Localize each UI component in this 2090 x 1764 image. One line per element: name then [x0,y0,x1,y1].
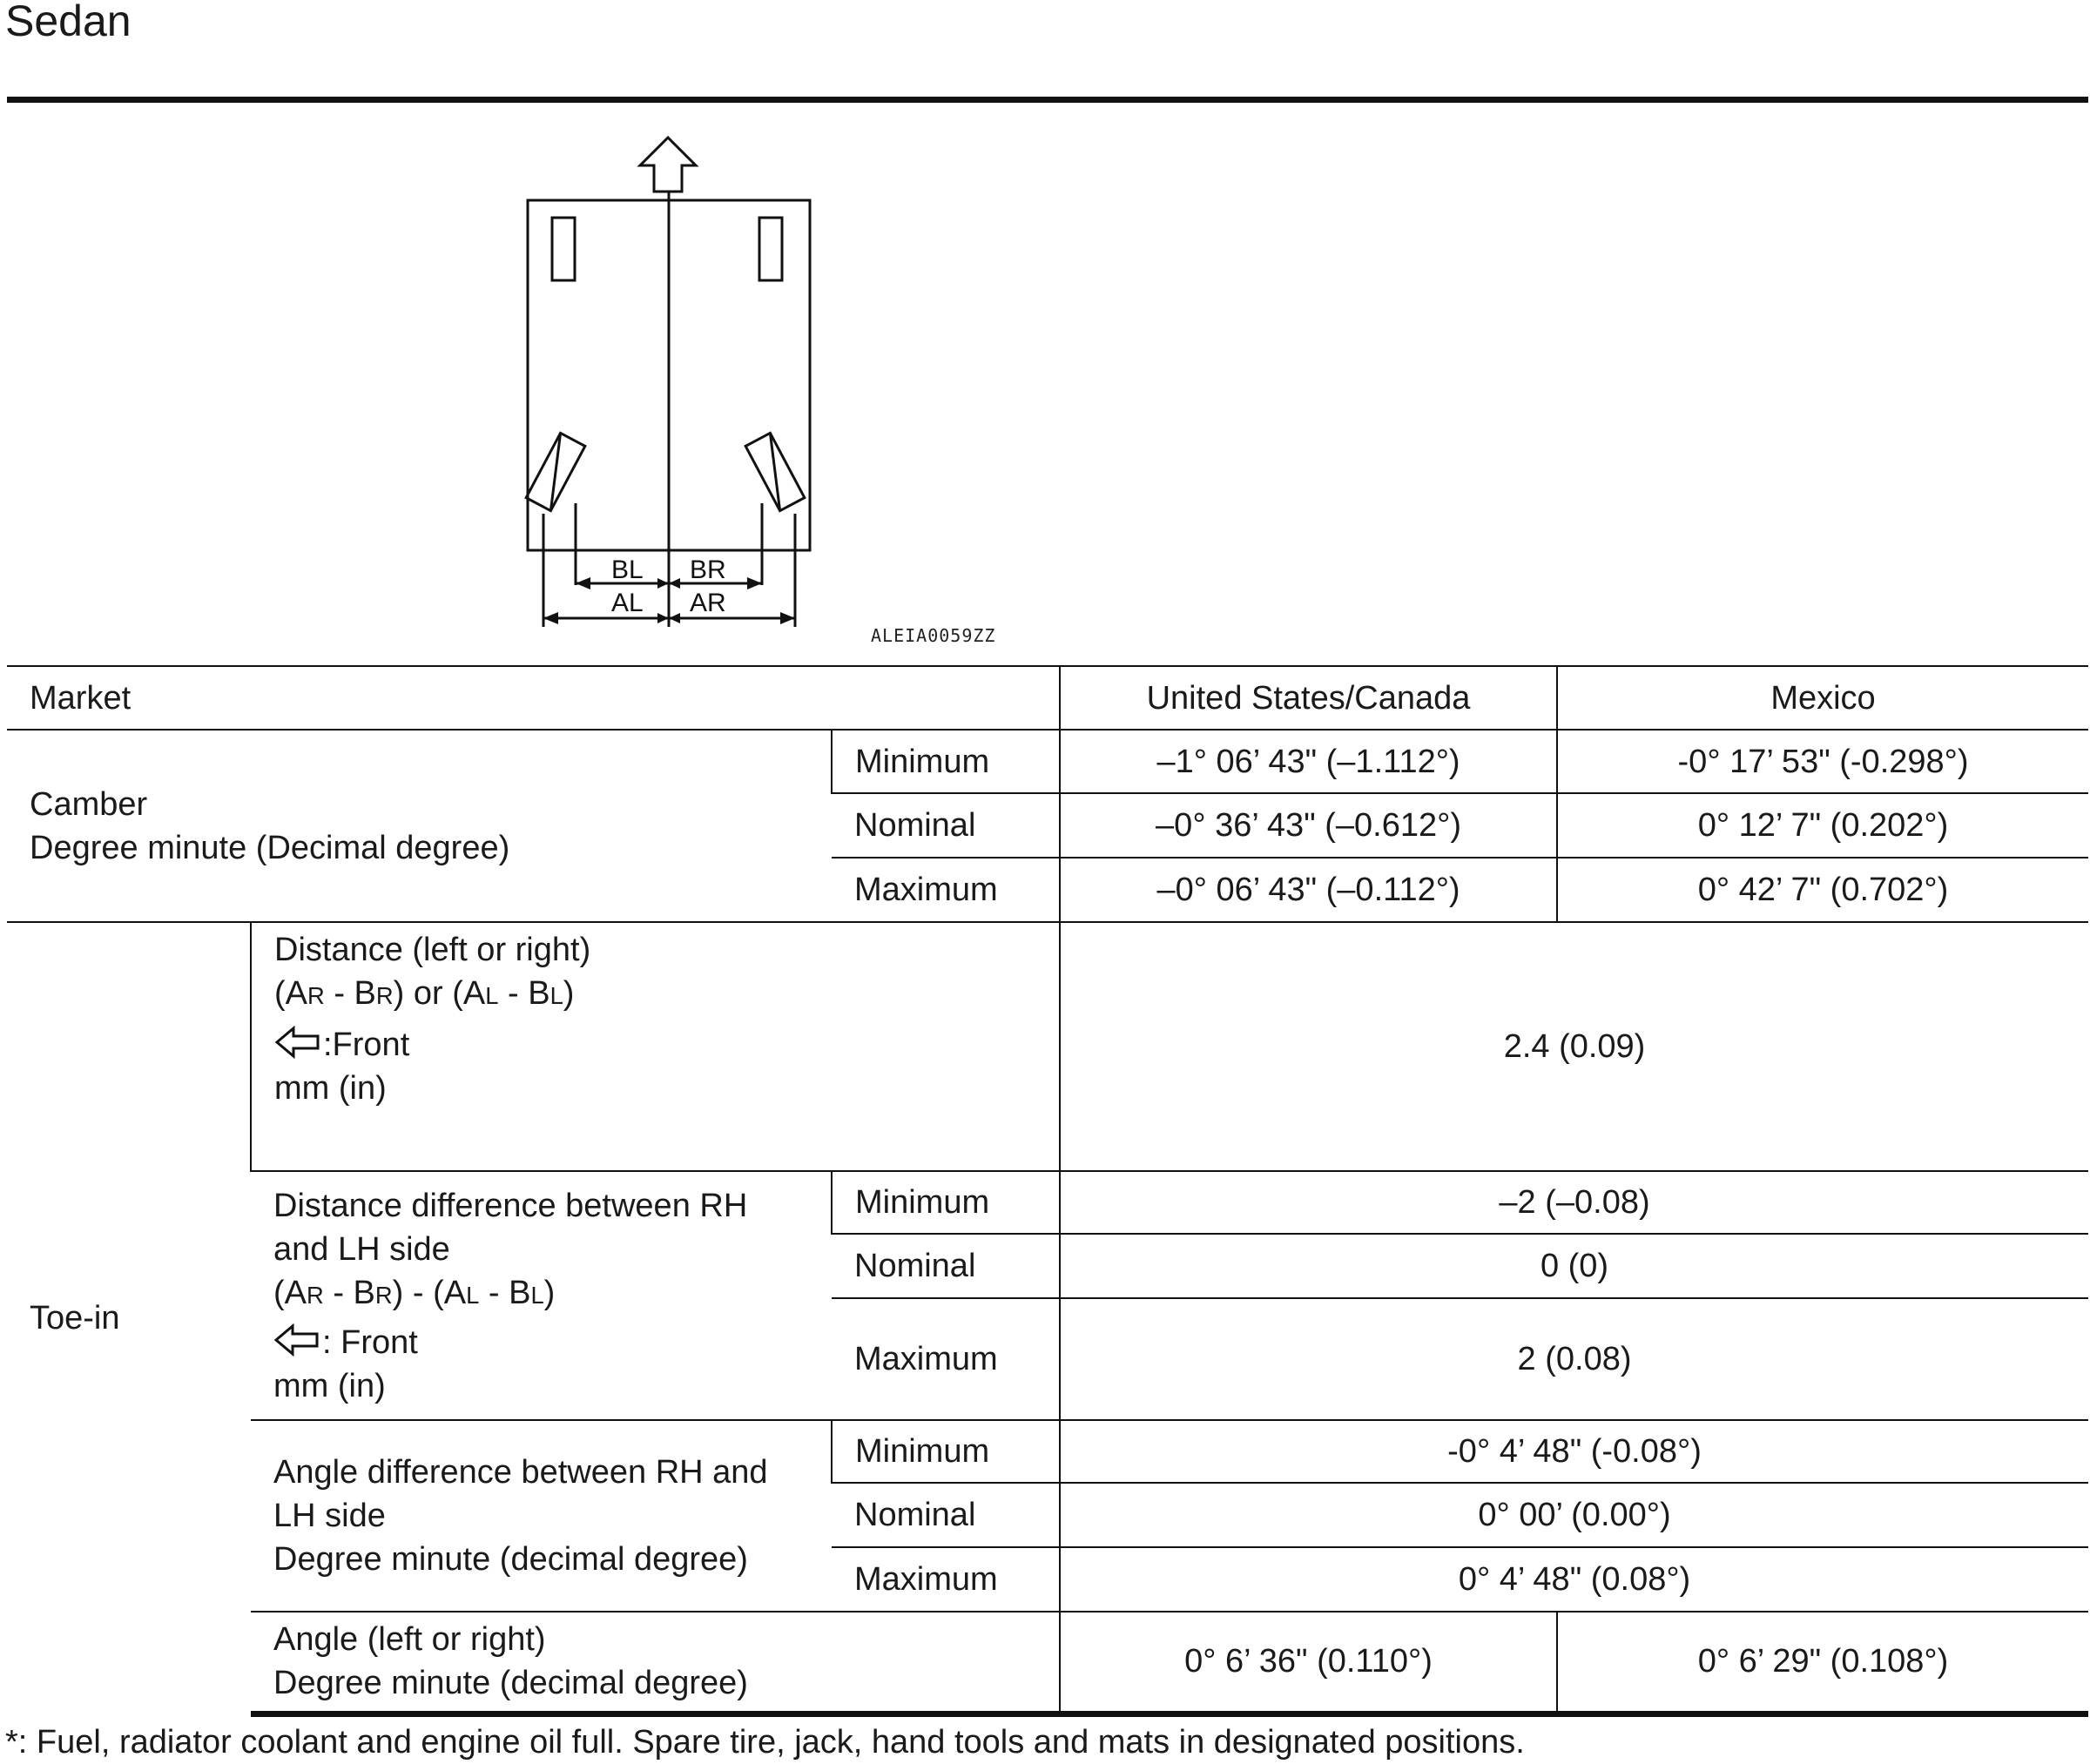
camber-maximum-label: Maximum [832,858,1060,922]
toe-angle-diff-nominal-value: 0° 00’ (0.00°) [1060,1483,2088,1547]
toe-distance-diff-minimum-label: Minimum [832,1171,1060,1234]
table-row [7,1612,2088,1714]
rear-left-wheel [526,433,585,510]
camber-label: Camber Degree minute (Decimal degree) [7,730,832,922]
front-left-wheel [552,218,575,280]
toe-distance-diff-maximum-label: Maximum [832,1298,1060,1420]
front-right-wheel [759,218,782,280]
table-row [7,1420,2088,1483]
toe-distance-diff-nominal-value: 0 (0) [1060,1234,2088,1298]
label-ar: AR [690,589,726,617]
top-rule [7,97,2088,103]
front-arrow-icon [640,138,696,192]
toe-distance-diff-nominal-label: Nominal [832,1234,1060,1298]
toe-distance-diff-minimum-value: –2 (–0.08) [1060,1171,2088,1234]
camber-minimum-mexico: -0° 17’ 53" (-0.298°) [1557,730,2088,793]
table-header-row [7,666,2088,730]
toe-distance-diff-maximum-value: 2 (0.08) [1060,1298,2088,1420]
camber-nominal-us: –0° 36’ 43" (–0.612°) [1060,793,1557,858]
camber-nominal-label: Nominal [832,793,1060,858]
label-al: AL [611,589,644,617]
toe-distance-diff-label: Distance difference between RH and LH side (AR - BR) - (AL - BL) : Front mm (in) [251,1171,832,1420]
toe-angle-mexico: 0° 6’ 29" (0.108°) [1557,1612,2088,1714]
camber-nominal-mexico: 0° 12’ 7" (0.202°) [1557,793,2088,858]
figure-code: ALEIA0059ZZ [871,625,996,646]
camber-maximum-mexico: 0° 42’ 7" (0.702°) [1557,858,2088,922]
table-row [7,922,2088,1171]
wheel-alignment-table [7,665,2088,1717]
toe-angle-label: Angle (left or right) Degree minute (decimal degree) [251,1612,1060,1714]
header-us-canada: United States/Canada [1060,666,1557,730]
toe-distance-value: 2.4 (0.09) [1060,922,2088,1171]
toe-angle-diff-maximum-label: Maximum [832,1547,1060,1612]
toe-in-diagram [514,131,827,627]
camber-minimum-label: Minimum [832,730,1060,793]
front-arrow-icon [274,1026,321,1059]
page-title: Sedan [5,0,131,45]
table-row [7,730,2088,793]
camber-maximum-us: –0° 06’ 43" (–0.112°) [1060,858,1557,922]
rear-right-wheel [745,433,805,510]
table-row [7,1171,2088,1234]
toe-angle-diff-label: Angle difference between RH and LH side Degree minute (decimal degree) [251,1420,832,1612]
toe-angle-diff-minimum-value: -0° 4’ 48" (-0.08°) [1060,1420,2088,1483]
toe-angle-diff-nominal-label: Nominal [832,1483,1060,1547]
header-mexico: Mexico [1557,666,2088,730]
label-br: BR [690,555,726,584]
label-bl: BL [611,555,644,584]
header-market: Market [7,666,1060,730]
footnote: *: Fuel, radiator coolant and engine oil full. Spare tire, jack, hand tools and mats in designated positions. [5,1724,1525,1761]
front-arrow-icon [273,1323,320,1357]
toe-distance-label: Distance (left or right) (AR - BR) or (AL - BL) :Front mm (in) [251,922,1060,1171]
toe-angle-us: 0° 6’ 36" (0.110°) [1060,1612,1557,1714]
toe-in-label: Toe-in [7,922,251,1714]
camber-minimum-us: –1° 06’ 43" (–1.112°) [1060,730,1557,793]
toe-angle-diff-maximum-value: 0° 4’ 48" (0.08°) [1060,1547,2088,1612]
toe-angle-diff-minimum-label: Minimum [832,1420,1060,1483]
